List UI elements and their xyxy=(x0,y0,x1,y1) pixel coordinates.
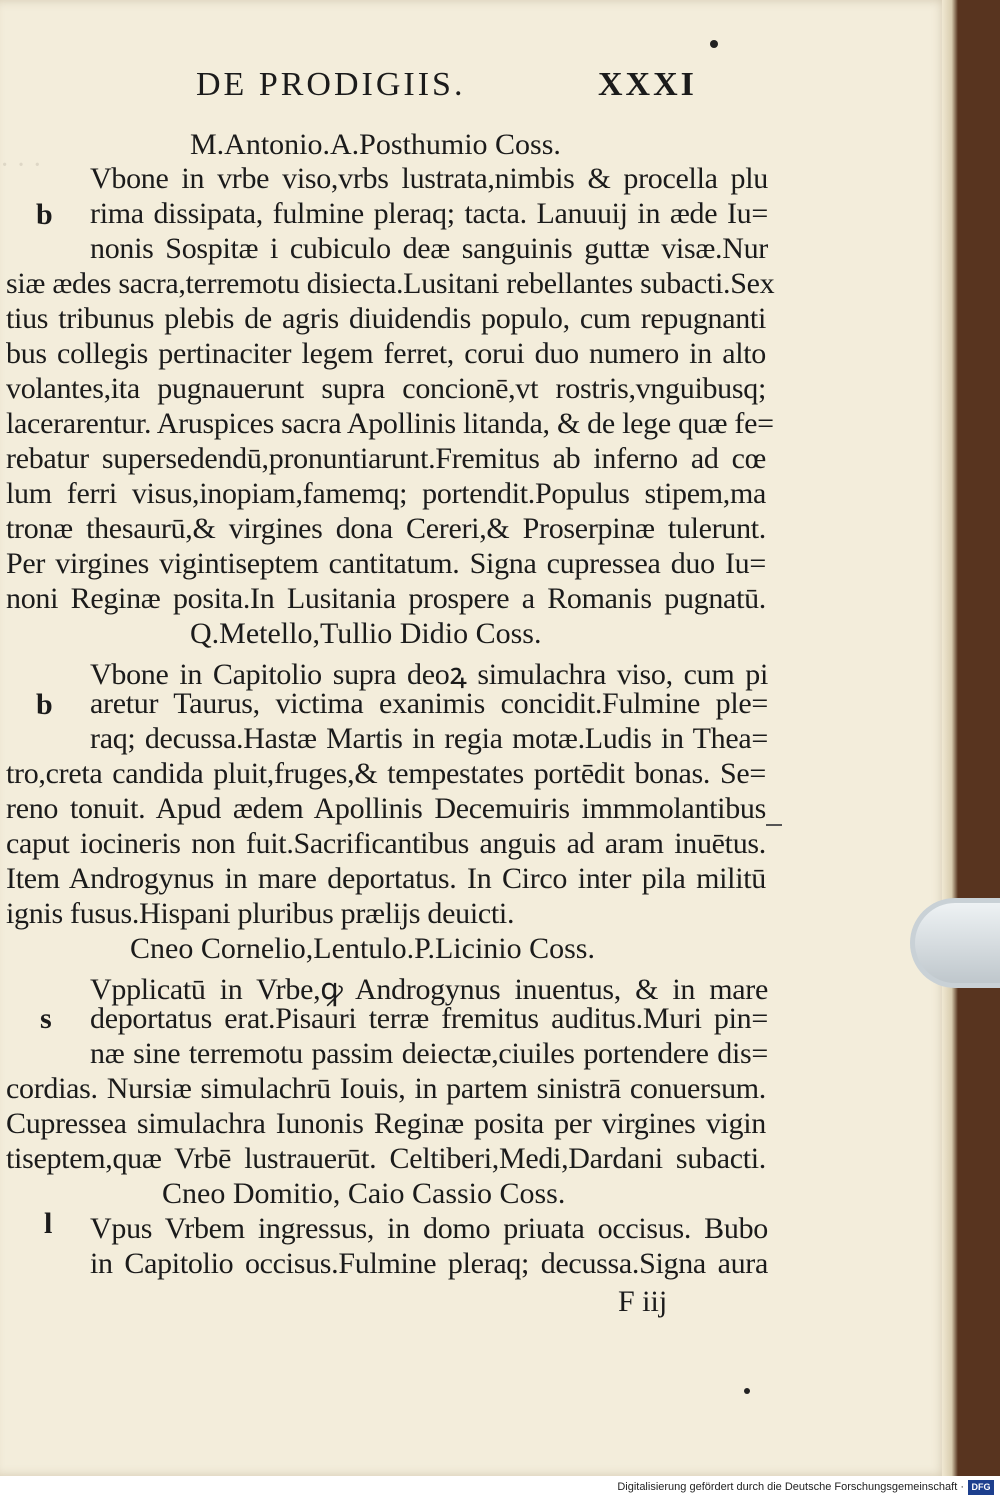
signature-mark: F iij xyxy=(618,1285,668,1318)
margin-letter-3: s xyxy=(40,1002,52,1035)
text-line: lum ferri visus,inopiam,famemq; portendit.Populus stipem,ma xyxy=(6,477,766,510)
section-title-2: Q.Metello,Tullio Didio Coss. xyxy=(190,617,542,650)
text-line: in Capitolio occisus.Fulmine pleraq; decussa.Signa aura xyxy=(90,1247,768,1280)
ink-dot xyxy=(744,1388,750,1394)
text-line: Cupressea simulachra Iunonis Reginæ posita per virgines vigin xyxy=(6,1107,766,1140)
digitization-footer xyxy=(0,1476,1000,1499)
text-line: lacerarentur. Aruspices sacra Apollinis litanda, & de lege quæ fe= xyxy=(6,407,774,440)
text-line: tro,creta candida pluit,fruges,& tempestates portēdit bonas. Se= xyxy=(6,757,766,790)
dfg-logo-icon: DFG xyxy=(968,1480,994,1495)
text-line: caput iocineris non fuit.Sacrificantibus anguis ad aram inuētus. xyxy=(6,827,766,860)
section-title-4: Cneo Domitio, Caio Cassio Coss. xyxy=(162,1177,566,1210)
text-line: næ sine terremotu passim deiectæ,ciuiles portendere dis= xyxy=(90,1037,768,1070)
margin-letter-1: b xyxy=(36,198,53,231)
text-line: volantes,ita pugnauerunt supra concionē,vt rostris,vnguibusq; xyxy=(6,372,766,405)
margin-dash xyxy=(766,824,782,826)
text-line: nonis Sospitæ i cubiculo deæ sanguinis guttæ visæ.Nur xyxy=(90,232,768,265)
text-line: Item Androgynus in mare deportatus. In Circo inter pila militū xyxy=(6,862,766,895)
text-line: Vbone in Capitolio supra deoꝝ simulachra viso, cum pi xyxy=(90,658,768,691)
text-line: noni Reginæ posita.In Lusitania prospere a Romanis pugnatū. xyxy=(6,582,766,615)
section-title-3: Cneo Cornelio,Lentulo.P.Licinio Coss. xyxy=(130,932,595,965)
text-line: tius tribunus plebis de agris diuidendis populo, cum repugnanti xyxy=(6,302,766,335)
text-line: siæ ædes sacra,terremotu disiecta.Lusitani rebellantes subacti.Sex xyxy=(6,267,775,300)
bleed-through-text: · · · xyxy=(0,150,42,181)
page-edge xyxy=(942,0,958,1476)
text-line: raq; decussa.Hastæ Martis in regia motæ.Ludis in Thea= xyxy=(90,722,768,755)
margin-letter-4: l xyxy=(44,1207,53,1240)
section-title-1: M.Antonio.A.Posthumio Coss. xyxy=(190,128,561,161)
folio-number: XXXI xyxy=(598,66,697,103)
text-line: ignis fusus.Hispani pluribus prælijs deuicti. xyxy=(6,897,515,930)
text-line: Vbone in vrbe viso,vrbs lustrata,nimbis & procella plu xyxy=(90,162,768,195)
text-line: tronæ thesaurū,& virgines dona Cereri,& Proserpinæ tulerunt. xyxy=(6,512,766,545)
text-line: bus collegis pertinaciter legem ferret, corui duo numero in alto xyxy=(6,337,766,370)
margin-letter-2: b xyxy=(36,688,53,721)
text-line: rima dissipata, fulmine pleraq; tacta. Lanuuij in æde Iu= xyxy=(90,197,768,230)
text-line: cordias. Nursiæ simulachrū Iouis, in partem sinistrā conuersum. xyxy=(6,1072,766,1105)
footer-credit: Digitalisierung gefördert durch die Deutsche Forschungsgemeinschaft · xyxy=(617,1481,964,1493)
text-line: Vpus Vrbem ingressus, in domo priuata occisus. Bubo xyxy=(90,1212,768,1245)
page-clip xyxy=(910,898,1000,988)
text-line: Per virgines vigintiseptem cantitatum. Signa cupressea duo Iu= xyxy=(6,547,766,580)
running-title: DE PRODIGIIS. xyxy=(196,66,466,103)
text-line: rebatur supersedendū,pronuntiarunt.Fremitus ab inferno ad cœ xyxy=(6,442,766,475)
text-line: Vpplicatū in Vrbe,ꝙ Androgynus inuentus, & in mare xyxy=(90,973,768,1006)
text-line: tiseptem,quæ Vrbē lustrauerūt. Celtiberi,Medi,Dardani subacti. xyxy=(6,1142,766,1175)
ink-dot xyxy=(710,40,718,48)
text-line: deportatus erat.Pisauri terræ fremitus auditus.Muri pin= xyxy=(90,1002,768,1035)
text-line: aretur Taurus, victima exanimis concidit.Fulmine ple= xyxy=(90,687,768,720)
text-line: reno tonuit. Apud ædem Apollinis Decemuiris immmolantibus xyxy=(6,792,766,825)
